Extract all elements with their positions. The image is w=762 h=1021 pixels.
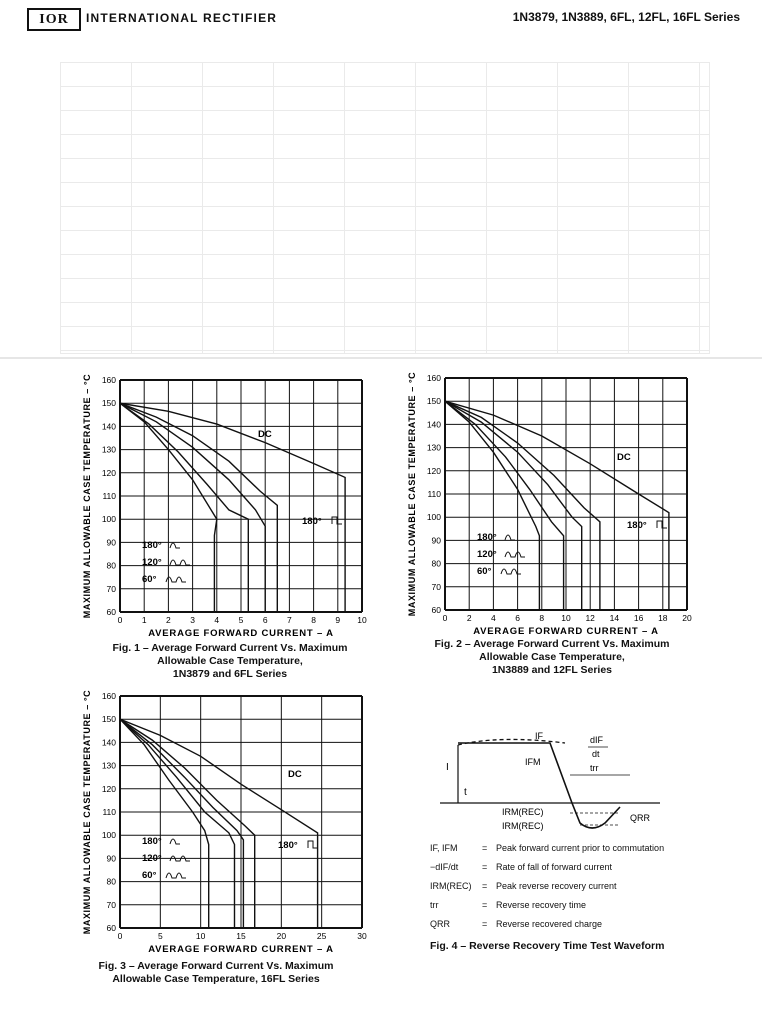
y-tick-label: 70 <box>106 899 116 910</box>
figure-3-caption-line-1: Fig. 3 – Average Forward Current Vs. Maximum <box>98 960 334 972</box>
x-tick-label: 25 <box>316 931 327 941</box>
x-tick-label: 0 <box>117 615 123 625</box>
label-qrr: QRR <box>630 813 650 823</box>
y-tick-label: 140 <box>101 421 116 432</box>
fig4-legend-desc-3: Peak reverse recovery current <box>496 881 617 891</box>
fig4-legend-row-3 <box>430 881 617 891</box>
y-tick-label: 110 <box>427 489 441 499</box>
y-tick-label: 140 <box>426 419 441 430</box>
x-tick-label: 10 <box>561 613 571 623</box>
x-tick-label: 14 <box>609 613 620 623</box>
y-tick-label: 70 <box>106 583 116 594</box>
annotation-120: 120° <box>477 549 497 560</box>
y-tick-label: 90 <box>106 853 116 864</box>
x-tick-label: 30 <box>357 931 367 941</box>
series-line-180deg <box>445 401 600 610</box>
annotation-dc: DC <box>617 452 631 463</box>
fig4-legend-row-2 <box>430 862 612 872</box>
y-tick-label: 120 <box>101 783 116 794</box>
x-tick-label: 7 <box>287 615 292 625</box>
figure-1-caption-line-3: 1N3879 and 6FL Series <box>172 668 288 680</box>
square-wave-icon <box>657 521 667 528</box>
fig4-legend-equals-2: = <box>482 862 488 872</box>
annotation-120: 120° <box>142 853 162 864</box>
figure-1-caption-line-2: Allowable Case Temperature, <box>157 655 303 667</box>
sine-wave-icon <box>170 543 180 548</box>
annotation-dc: DC <box>288 769 302 780</box>
series-line-60deg <box>445 401 564 610</box>
annotation-dc: DC <box>258 429 272 440</box>
x-tick-label: 8 <box>539 613 545 623</box>
x-tick-label: 5 <box>238 615 244 625</box>
y-tick-label: 80 <box>431 558 441 569</box>
label-irm-rec-2: IRM(REC) <box>502 821 544 831</box>
y-tick-label: 140 <box>101 737 116 748</box>
y-tick-label: 100 <box>426 512 441 523</box>
y-tick-label: 150 <box>426 396 441 407</box>
series-line-120deg <box>445 401 582 610</box>
x-tick-label: 2 <box>466 613 472 623</box>
fig4-legend-row-4 <box>430 900 586 910</box>
figure-4-caption: Fig. 4 – Reverse Recovery Time Test Waveform <box>430 940 665 952</box>
x-tick-label: 9 <box>335 615 341 625</box>
y-axis-label: MAXIMUM ALLOWABLE CASE TEMPERATURE – °C <box>407 371 417 617</box>
y-tick-label: 60 <box>106 923 116 933</box>
y-tick-label: 130 <box>426 442 441 453</box>
fig4-legend-symbol-4: trr <box>430 900 439 910</box>
label-dif-num: dIF <box>590 735 604 745</box>
annotation-180-square: 180° <box>627 520 647 531</box>
square-wave-icon <box>308 841 318 848</box>
x-axis-label: AVERAGE FORWARD CURRENT – A <box>473 626 659 637</box>
annotation-180-sine: 180° <box>142 540 162 551</box>
x-tick-label: 1 <box>141 615 147 625</box>
x-tick-label: 20 <box>682 613 692 623</box>
x-tick-label: 0 <box>117 931 123 941</box>
annotation-180-sine: 180° <box>142 836 162 847</box>
figure-3-caption-line-2: Allowable Case Temperature, 16FL Series <box>112 973 320 985</box>
y-tick-label: 100 <box>101 830 116 841</box>
annotation-120: 120° <box>142 557 162 568</box>
y-axis-label: MAXIMUM ALLOWABLE CASE TEMPERATURE – °C <box>82 689 92 935</box>
fig4-legend-symbol-5: QRR <box>430 919 450 929</box>
x-tick-label: 18 <box>658 613 668 623</box>
series-line-DC <box>445 401 669 610</box>
x-tick-label: 6 <box>262 615 268 625</box>
faded-specs-table <box>60 62 710 354</box>
series-line-60deg <box>120 719 235 928</box>
x-tick-label: 4 <box>214 615 220 625</box>
y-tick-label: 130 <box>101 760 116 771</box>
x-tick-label: 10 <box>195 931 206 941</box>
fig4-legend-desc-4: Reverse recovery time <box>496 900 587 910</box>
y-tick-label: 160 <box>426 373 441 383</box>
reverse-recovery-waveform <box>430 725 730 845</box>
figure-2-caption-line-1: Fig. 2 – Average Forward Current Vs. Maximum <box>434 638 670 650</box>
label-irm-rec-1: IRM(REC) <box>502 807 544 817</box>
y-tick-label: 80 <box>106 876 116 887</box>
page-header <box>0 0 762 44</box>
figure-4 <box>430 725 730 965</box>
figure-3 <box>80 678 380 958</box>
fig4-legend-equals-5: = <box>482 919 488 929</box>
y-tick-label: 160 <box>101 691 116 701</box>
x-tick-label: 0 <box>442 613 448 623</box>
y-tick-label: 80 <box>106 560 116 571</box>
scan-fold-line <box>0 357 762 359</box>
fig4-legend-desc-5: Reverse recovered charge <box>496 919 603 929</box>
x-tick-label: 20 <box>276 931 287 941</box>
x-tick-label: 12 <box>585 613 595 623</box>
y-tick-label: 60 <box>106 607 116 617</box>
annotation-60: 60° <box>142 574 157 585</box>
figure-3-chart <box>80 678 380 958</box>
figure-2-caption <box>402 638 702 677</box>
fig4-legend-row-1 <box>430 843 664 853</box>
x-tick-label: 15 <box>236 931 246 941</box>
x-axis-label: AVERAGE FORWARD CURRENT – A <box>148 944 334 955</box>
figure-1-caption-line-1: Fig. 1 – Average Forward Current Vs. Maximum <box>112 642 348 654</box>
y-tick-label: 90 <box>431 535 441 546</box>
figure-2 <box>405 360 705 640</box>
fig4-legend-symbol-2: −dIF/dt <box>430 862 459 872</box>
figure-1 <box>80 362 380 642</box>
annotation-180-square: 180° <box>278 840 298 851</box>
x-tick-label: 2 <box>166 615 171 625</box>
fig4-legend-equals-1: = <box>482 843 488 853</box>
y-tick-label: 100 <box>101 514 116 525</box>
annotation-180-sine: 180° <box>477 532 497 543</box>
x-tick-label: 5 <box>157 931 163 941</box>
figure-2-chart <box>405 360 705 640</box>
figure-2-caption-line-2: Allowable Case Temperature, <box>479 651 625 663</box>
x-tick-label: 3 <box>190 615 195 625</box>
fig4-legend-desc-1: Peak forward current prior to commutation <box>496 843 665 853</box>
label-i: I <box>446 762 449 773</box>
figure-1-caption <box>80 642 380 681</box>
y-tick-label: 130 <box>101 444 116 455</box>
fig4-legend-row-5 <box>430 919 602 929</box>
x-tick-label: 8 <box>311 615 316 625</box>
figure-1-chart <box>80 362 380 642</box>
x-tick-label: 10 <box>357 615 367 625</box>
fig4-legend-equals-3: = <box>482 881 488 891</box>
series-title: 1N3879, 1N3889, 6FL, 12FL, 16FL Series <box>512 10 740 24</box>
label-ifm: IFM <box>525 757 541 767</box>
sine-wave-icon <box>505 535 515 540</box>
series-line-120deg <box>120 719 243 928</box>
annotation-60: 60° <box>477 566 492 577</box>
y-tick-label: 60 <box>431 605 441 615</box>
figure-2-caption-line-3: 1N3889 and 12FL Series <box>491 664 613 676</box>
square-wave-icon <box>332 517 342 524</box>
ior-logo: IOR <box>27 8 81 31</box>
x-tick-label: 16 <box>633 613 644 623</box>
sine-wave-icon <box>170 839 180 844</box>
series-line-unlabeled <box>445 401 539 610</box>
y-tick-label: 90 <box>106 537 116 548</box>
annotation-180-square: 180° <box>302 516 322 527</box>
x-tick-label: 6 <box>515 613 520 623</box>
y-tick-label: 120 <box>426 465 441 476</box>
sine-wave-icon <box>505 552 525 557</box>
annotation-60: 60° <box>142 870 157 881</box>
series-line-60deg <box>120 403 248 612</box>
fig4-legend-symbol-3: IRM(REC) <box>430 881 472 891</box>
label-t: t <box>464 787 467 798</box>
figure-3-caption <box>66 960 366 986</box>
y-tick-label: 150 <box>101 398 116 409</box>
fig4-legend-equals-4: = <box>482 900 488 910</box>
label-dif-den: dt <box>592 749 600 759</box>
company-name: INTERNATIONAL RECTIFIER <box>86 11 278 25</box>
y-axis-label: MAXIMUM ALLOWABLE CASE TEMPERATURE – °C <box>82 373 92 619</box>
x-tick-label: 4 <box>491 613 496 623</box>
fig4-legend-desc-2: Rate of fall of forward current <box>496 862 613 872</box>
y-tick-label: 160 <box>101 375 116 385</box>
sine-wave-icon <box>166 873 186 878</box>
y-tick-label: 110 <box>102 807 116 817</box>
label-if: IF <box>535 731 543 741</box>
y-tick-label: 150 <box>101 714 116 725</box>
sine-wave-icon <box>170 560 190 565</box>
sine-wave-icon <box>166 577 186 582</box>
label-trr: trr <box>590 763 599 773</box>
y-tick-label: 70 <box>431 581 441 592</box>
y-tick-label: 120 <box>101 467 116 478</box>
y-tick-label: 110 <box>102 491 116 501</box>
x-axis-label: AVERAGE FORWARD CURRENT – A <box>148 628 334 639</box>
fig4-legend-symbol-1: IF, IFM <box>430 843 458 853</box>
